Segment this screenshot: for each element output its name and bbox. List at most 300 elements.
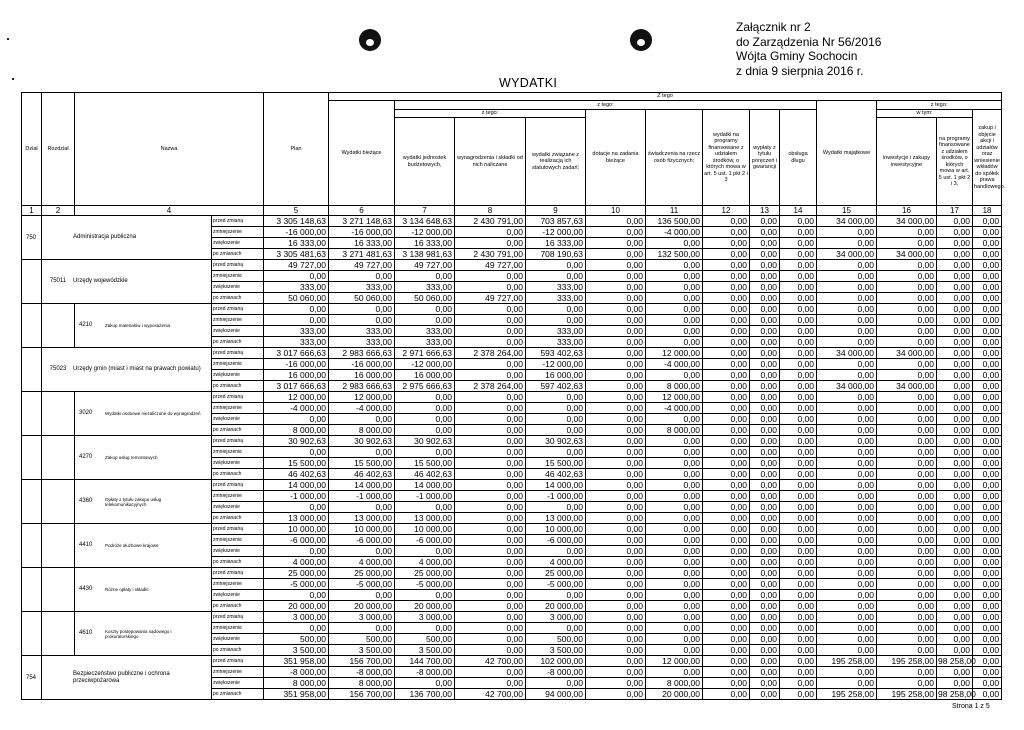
amount-cell: 0,00 bbox=[877, 546, 937, 557]
header-line-4: z dnia 9 sierpnia 2016 r. bbox=[736, 63, 864, 78]
amount-cell: 0,00 bbox=[455, 337, 526, 348]
amount-cell: 46 402,63 bbox=[329, 469, 395, 480]
amount-cell: 0,00 bbox=[750, 304, 780, 315]
amount-cell: 20 000,00 bbox=[526, 601, 586, 612]
amount-cell: 0,00 bbox=[877, 612, 937, 623]
amount-cell: 0,00 bbox=[703, 238, 750, 249]
amount-cell: 0,00 bbox=[586, 546, 646, 557]
amount-cell: 8 000,00 bbox=[646, 678, 703, 689]
amount-cell: 0,00 bbox=[877, 491, 937, 502]
change-type-label: przed zmianą bbox=[212, 656, 264, 667]
amount-cell: 0,00 bbox=[780, 491, 817, 502]
header-line-2: do Zarządzenia Nr 56/2016 bbox=[736, 34, 882, 49]
amount-cell: 0,00 bbox=[750, 546, 780, 557]
amount-cell: 0,00 bbox=[937, 469, 973, 480]
change-type-label: zmniejszenie bbox=[212, 667, 264, 678]
amount-cell: 0,00 bbox=[780, 271, 817, 282]
amount-cell: 0,00 bbox=[395, 590, 455, 601]
table-row bbox=[22, 304, 1002, 315]
amount-cell: 3 500,00 bbox=[264, 645, 329, 656]
amount-cell: 0,00 bbox=[750, 425, 780, 436]
amount-cell: 144 700,00 bbox=[395, 656, 455, 667]
change-type-label: po zmianach bbox=[212, 381, 264, 392]
amount-cell: 0,00 bbox=[646, 535, 703, 546]
amount-cell: 0,00 bbox=[817, 447, 877, 458]
amount-cell: 0,00 bbox=[817, 678, 877, 689]
table-row bbox=[22, 436, 1002, 447]
amount-cell: 0,00 bbox=[780, 612, 817, 623]
amount-cell: 0,00 bbox=[877, 579, 937, 590]
amount-cell: 132 500,00 bbox=[646, 249, 703, 260]
amount-cell: 0,00 bbox=[750, 623, 780, 634]
amount-cell: 0,00 bbox=[937, 337, 973, 348]
amount-cell: 0,00 bbox=[703, 293, 750, 304]
amount-cell: 0,00 bbox=[703, 414, 750, 425]
amount-cell: 0,00 bbox=[329, 546, 395, 557]
amount-cell: 0,00 bbox=[817, 326, 877, 337]
amount-cell: 25 000,00 bbox=[264, 568, 329, 579]
amount-cell: 0,00 bbox=[973, 645, 1002, 656]
column-number: 4 bbox=[75, 206, 264, 216]
amount-cell: 0,00 bbox=[750, 326, 780, 337]
amount-cell: 0,00 bbox=[973, 436, 1002, 447]
amount-cell: 333,00 bbox=[526, 282, 586, 293]
amount-cell: 98 258,00 bbox=[938, 689, 976, 699]
change-type-label: przed zmianą bbox=[212, 216, 264, 227]
amount-cell: 0,00 bbox=[586, 491, 646, 502]
amount-cell: 0,00 bbox=[703, 612, 750, 623]
amount-cell: 0,00 bbox=[526, 315, 586, 326]
amount-cell: 0,00 bbox=[703, 326, 750, 337]
amount-cell: 42 700,00 bbox=[455, 689, 526, 700]
amount-cell: 0,00 bbox=[455, 227, 526, 238]
amount-cell: 0,00 bbox=[329, 502, 395, 513]
column-number: 7 bbox=[395, 206, 455, 216]
change-type-label: po zmianach bbox=[212, 425, 264, 436]
amount-cell: 0,00 bbox=[455, 557, 526, 568]
amount-cell: 0,00 bbox=[646, 612, 703, 623]
amount-cell: -12 000,00 bbox=[526, 359, 586, 370]
amount-cell: 333,00 bbox=[329, 326, 395, 337]
amount-cell: 0,00 bbox=[526, 502, 586, 513]
amount-cell: 0,00 bbox=[750, 359, 780, 370]
amount-cell: 0,00 bbox=[703, 491, 750, 502]
table-row bbox=[22, 260, 1002, 271]
amount-cell: 0,00 bbox=[750, 678, 780, 689]
amount-cell: 0,00 bbox=[646, 491, 703, 502]
amount-cell: 0,00 bbox=[973, 623, 1002, 634]
amount-cell: 0,00 bbox=[817, 557, 877, 568]
amount-cell: 0,00 bbox=[877, 524, 937, 535]
paragraf-code: 3020 bbox=[79, 409, 93, 416]
amount-cell: 0,00 bbox=[877, 513, 937, 524]
amount-cell: -8 000,00 bbox=[526, 667, 586, 678]
amount-cell: -5 000,00 bbox=[526, 579, 586, 590]
amount-cell: 10 000,00 bbox=[526, 524, 586, 535]
amount-cell: 0,00 bbox=[586, 634, 646, 645]
paragraf-name: Różne opłaty i składki bbox=[105, 586, 149, 592]
amount-cell: 0,00 bbox=[877, 315, 937, 326]
amount-cell: 34 000,00 bbox=[817, 216, 877, 227]
amount-cell: 30 902,63 bbox=[526, 436, 586, 447]
amount-cell: 0,00 bbox=[703, 337, 750, 348]
amount-cell: 0,00 bbox=[817, 667, 877, 678]
amount-cell: 0,00 bbox=[973, 304, 1002, 315]
amount-cell: 0,00 bbox=[646, 326, 703, 337]
amount-cell: 0,00 bbox=[817, 579, 877, 590]
amount-cell: 0,00 bbox=[646, 458, 703, 469]
amount-cell: 0,00 bbox=[586, 579, 646, 590]
amount-cell: 0,00 bbox=[937, 425, 973, 436]
change-type-label: przed zmianą bbox=[212, 612, 264, 623]
amount-cell: 3 500,00 bbox=[395, 645, 455, 656]
amount-cell: 0,00 bbox=[937, 271, 973, 282]
dzial-code: 754 bbox=[22, 656, 42, 700]
amount-cell: 0,00 bbox=[329, 447, 395, 458]
amount-cell: 0,00 bbox=[586, 601, 646, 612]
scan-speck bbox=[7, 38, 9, 40]
amount-cell: 0,00 bbox=[455, 546, 526, 557]
dzial-code bbox=[22, 260, 42, 304]
amount-cell: 20 000,00 bbox=[329, 601, 395, 612]
amount-cell: 20 000,00 bbox=[264, 601, 329, 612]
amount-cell: 8 000,00 bbox=[264, 425, 329, 436]
change-type-label: zwiększenie bbox=[212, 238, 264, 249]
dzial-code bbox=[22, 480, 42, 524]
change-type-label: zmniejszenie bbox=[212, 447, 264, 458]
amount-cell: 2 378 264,00 bbox=[455, 348, 526, 359]
amount-cell: 333,00 bbox=[329, 282, 395, 293]
amount-cell: 333,00 bbox=[264, 337, 329, 348]
amount-cell: 0,00 bbox=[817, 590, 877, 601]
amount-cell: 0,00 bbox=[877, 337, 937, 348]
amount-cell: -8 000,00 bbox=[329, 667, 395, 678]
column-number: 6 bbox=[329, 206, 395, 216]
amount-cell: 0,00 bbox=[703, 546, 750, 557]
amount-cell: 0,00 bbox=[455, 678, 526, 689]
table-row bbox=[22, 568, 1002, 579]
amount-cell: -8 000,00 bbox=[264, 667, 329, 678]
amount-cell: 0,00 bbox=[780, 359, 817, 370]
amount-cell: 0,00 bbox=[937, 579, 973, 590]
amount-cell: 136 700,00 bbox=[395, 689, 455, 700]
amount-cell: 0,00 bbox=[526, 447, 586, 458]
amount-cell: 0,00 bbox=[750, 491, 780, 502]
amount-cell: 333,00 bbox=[329, 337, 395, 348]
item-name-cell bbox=[75, 480, 212, 524]
amount-cell: 0,00 bbox=[703, 425, 750, 436]
amount-cell: 0,00 bbox=[937, 678, 973, 689]
amount-cell: 0,00 bbox=[817, 458, 877, 469]
col-swiadczenia: świadczenia na rzecz osób fizycznych; bbox=[646, 110, 703, 206]
dzial-code bbox=[22, 348, 42, 392]
amount-cell: 0,00 bbox=[937, 392, 973, 403]
column-number: 15 bbox=[817, 206, 877, 216]
amount-cell: 0,00 bbox=[973, 601, 1002, 612]
col-poreczenia: wypłaty z tytułu poręczeń i gwarancji bbox=[750, 110, 780, 206]
amount-cell: 0,00 bbox=[646, 645, 703, 656]
amount-cell: 0,00 bbox=[264, 271, 329, 282]
amount-cell: 0,00 bbox=[329, 623, 395, 634]
amount-cell: 0,00 bbox=[586, 557, 646, 568]
amount-cell: 0,00 bbox=[455, 535, 526, 546]
amount-cell: 708 190,63 bbox=[526, 249, 586, 260]
amount-cell: 0,00 bbox=[877, 590, 937, 601]
amount-cell: 12 000,00 bbox=[264, 392, 329, 403]
amount-cell: 0,00 bbox=[937, 535, 973, 546]
amount-cell: 0,00 bbox=[703, 634, 750, 645]
amount-cell: 0,00 bbox=[750, 667, 780, 678]
amount-cell: 0,00 bbox=[817, 337, 877, 348]
amount-cell: 0,00 bbox=[750, 535, 780, 546]
amount-cell: 0,00 bbox=[703, 623, 750, 634]
amount-cell: 0,00 bbox=[937, 557, 973, 568]
amount-cell: 0,00 bbox=[973, 315, 1002, 326]
amount-cell: 0,00 bbox=[780, 590, 817, 601]
column-number: 2 bbox=[42, 206, 75, 216]
amount-cell: 0,00 bbox=[973, 524, 1002, 535]
amount-cell: 0,00 bbox=[526, 304, 586, 315]
amount-cell: 0,00 bbox=[937, 667, 973, 678]
column-number: 8 bbox=[455, 206, 526, 216]
amount-cell: 0,00 bbox=[395, 315, 455, 326]
amount-cell: 0,00 bbox=[646, 524, 703, 535]
amount-cell: 0,00 bbox=[780, 568, 817, 579]
amount-cell: 0,00 bbox=[586, 304, 646, 315]
amount-cell: 0,00 bbox=[329, 304, 395, 315]
column-number: 18 bbox=[973, 206, 1002, 216]
amount-cell: 0,00 bbox=[817, 645, 877, 656]
amount-cell: 0,00 bbox=[973, 447, 1002, 458]
paragraf-code: 4210 bbox=[79, 321, 93, 328]
amount-cell: 0,00 bbox=[750, 656, 780, 667]
amount-cell: 0,00 bbox=[586, 381, 646, 392]
amount-cell: -12 000,00 bbox=[395, 359, 455, 370]
change-type-label: zwiększenie bbox=[212, 502, 264, 513]
amount-cell: 0,00 bbox=[780, 403, 817, 414]
change-type-label: zmniejszenie bbox=[212, 535, 264, 546]
amount-cell: 0,00 bbox=[455, 458, 526, 469]
amount-cell: 8 000,00 bbox=[329, 425, 395, 436]
rozdzial-code bbox=[42, 524, 75, 568]
amount-cell: 0,00 bbox=[646, 469, 703, 480]
rozdzial-code bbox=[42, 612, 75, 656]
amount-cell: 0,00 bbox=[780, 216, 817, 227]
col-z-tego-majatkowe: z tego: bbox=[877, 101, 1002, 110]
amount-cell: 0,00 bbox=[780, 634, 817, 645]
amount-cell: 0,00 bbox=[973, 590, 1002, 601]
amount-cell: 0,00 bbox=[877, 260, 937, 271]
amount-cell: 8 000,00 bbox=[646, 425, 703, 436]
col-programy: wydatki na programy finansowane z udziałem środków, o których mowa w art. 5 ust. 1 pkt 2 i 3 bbox=[703, 110, 750, 206]
paragraf-name: Podróże służbowe krajowe bbox=[105, 542, 159, 548]
col-wynagrodzenia: wynagrodzenia i składki od nich naliczane bbox=[455, 118, 526, 206]
amount-cell: 597 402,63 bbox=[526, 381, 586, 392]
expenditure-table bbox=[21, 92, 1006, 700]
amount-cell: 0,00 bbox=[703, 436, 750, 447]
amount-cell: 0,00 bbox=[877, 535, 937, 546]
amount-cell: 0,00 bbox=[750, 568, 780, 579]
amount-cell: 3 305 481,63 bbox=[264, 249, 329, 260]
rozdzial-code: 75023 bbox=[49, 366, 67, 373]
amount-cell: 0,00 bbox=[395, 304, 455, 315]
change-type-label: przed zmianą bbox=[212, 436, 264, 447]
amount-cell: 0,00 bbox=[586, 612, 646, 623]
amount-cell: 0,00 bbox=[703, 458, 750, 469]
amount-cell: 0,00 bbox=[937, 623, 973, 634]
col-z-tego-biezace: z tego: bbox=[395, 101, 817, 110]
amount-cell: 0,00 bbox=[586, 458, 646, 469]
table-row bbox=[22, 524, 1002, 535]
amount-cell: 0,00 bbox=[973, 425, 1002, 436]
amount-cell: 0,00 bbox=[526, 678, 586, 689]
amount-cell: 0,00 bbox=[780, 260, 817, 271]
change-type-label: po zmianach bbox=[212, 337, 264, 348]
amount-cell: 0,00 bbox=[586, 359, 646, 370]
amount-cell: 0,00 bbox=[817, 568, 877, 579]
dzial-code bbox=[22, 612, 42, 656]
amount-cell: -1 000,00 bbox=[329, 491, 395, 502]
amount-cell: 0,00 bbox=[817, 623, 877, 634]
amount-cell: 10 000,00 bbox=[395, 524, 455, 535]
change-type-label: przed zmianą bbox=[212, 392, 264, 403]
amount-cell: 3 271 148,63 bbox=[329, 216, 395, 227]
change-type-label: przed zmianą bbox=[212, 304, 264, 315]
amount-cell: 13 000,00 bbox=[264, 513, 329, 524]
amount-cell: 0,00 bbox=[750, 392, 780, 403]
amount-cell: 333,00 bbox=[264, 326, 329, 337]
amount-cell: 0,00 bbox=[817, 293, 877, 304]
amount-cell: 0,00 bbox=[780, 293, 817, 304]
amount-cell: 34 000,00 bbox=[817, 249, 877, 260]
table-row bbox=[22, 612, 1002, 623]
amount-cell: 0,00 bbox=[586, 535, 646, 546]
amount-cell: 0,00 bbox=[526, 403, 586, 414]
amount-cell: 0,00 bbox=[703, 524, 750, 535]
amount-cell: 0,00 bbox=[877, 623, 937, 634]
amount-cell: 0,00 bbox=[973, 216, 1002, 227]
amount-cell: 49 727,00 bbox=[455, 293, 526, 304]
amount-cell: 0,00 bbox=[877, 667, 937, 678]
amount-cell: 8 000,00 bbox=[329, 678, 395, 689]
col-akcje: zakup i objęcie akcji i udziałów oraz wniesienie wkładów do spółek prawa handlowego. bbox=[973, 110, 1002, 206]
change-type-label: zmniejszenie bbox=[212, 315, 264, 326]
section-name: Bezpieczeństwo publiczne i ochrona przeciwpożarowa bbox=[73, 670, 170, 684]
amount-cell: 0,00 bbox=[395, 271, 455, 282]
amount-cell: 34 000,00 bbox=[877, 348, 937, 359]
amount-cell: 102 000,00 bbox=[526, 656, 586, 667]
amount-cell: 0,00 bbox=[329, 271, 395, 282]
amount-cell: -4 000,00 bbox=[264, 403, 329, 414]
amount-cell: 3 271 481,63 bbox=[329, 249, 395, 260]
amount-cell: 0,00 bbox=[817, 634, 877, 645]
change-type-label: przed zmianą bbox=[212, 348, 264, 359]
amount-cell: 0,00 bbox=[973, 414, 1002, 425]
paragraf-name: Opłaty z tytułu zakupu usług telekomunikacyjnych bbox=[105, 496, 162, 507]
change-type-label: zmniejszenie bbox=[212, 227, 264, 238]
amount-cell: 0,00 bbox=[877, 282, 937, 293]
amount-cell: 0,00 bbox=[750, 502, 780, 513]
amount-cell: 2 971 666,63 bbox=[395, 348, 455, 359]
change-type-label: zwiększenie bbox=[212, 590, 264, 601]
amount-cell: -6 000,00 bbox=[526, 535, 586, 546]
amount-cell: 49 727,00 bbox=[395, 260, 455, 271]
punch-hole-right bbox=[630, 29, 652, 51]
amount-cell: 0,00 bbox=[780, 392, 817, 403]
change-type-label: zwiększenie bbox=[212, 326, 264, 337]
change-type-label: zmniejszenie bbox=[212, 579, 264, 590]
amount-cell: 0,00 bbox=[750, 216, 780, 227]
amount-cell: 0,00 bbox=[817, 414, 877, 425]
amount-cell: 703 857,63 bbox=[526, 216, 586, 227]
amount-cell: 0,00 bbox=[455, 271, 526, 282]
scan-speck bbox=[12, 78, 14, 80]
amount-cell: 0,00 bbox=[750, 557, 780, 568]
amount-cell: 30 902,63 bbox=[395, 436, 455, 447]
amount-cell: 0,00 bbox=[264, 546, 329, 557]
change-type-label: po zmianach bbox=[212, 601, 264, 612]
amount-cell: 46 402,63 bbox=[526, 469, 586, 480]
amount-cell: 0,00 bbox=[817, 535, 877, 546]
amount-cell: 0,00 bbox=[455, 623, 526, 634]
amount-cell: 16 333,00 bbox=[526, 238, 586, 249]
amount-cell: 0,00 bbox=[780, 557, 817, 568]
amount-cell: 0,00 bbox=[937, 414, 973, 425]
amount-cell: 0,00 bbox=[750, 315, 780, 326]
amount-cell: 0,00 bbox=[817, 502, 877, 513]
amount-cell: 0,00 bbox=[973, 469, 1002, 480]
column-number: 10 bbox=[586, 206, 646, 216]
amount-cell: 0,00 bbox=[750, 381, 780, 392]
amount-cell: 34 000,00 bbox=[877, 381, 937, 392]
amount-cell: 0,00 bbox=[817, 601, 877, 612]
amount-cell: 0,00 bbox=[750, 590, 780, 601]
amount-cell: 0,00 bbox=[703, 689, 750, 700]
amount-cell: 0,00 bbox=[817, 546, 877, 557]
amount-cell: 0,00 bbox=[973, 689, 1002, 700]
amount-cell: 0,00 bbox=[750, 689, 780, 700]
amount-cell: 49 727,00 bbox=[329, 260, 395, 271]
amount-cell: 0,00 bbox=[455, 634, 526, 645]
amount-cell: 0,00 bbox=[646, 623, 703, 634]
amount-cell: 0,00 bbox=[264, 502, 329, 513]
rozdzial-code bbox=[42, 480, 75, 524]
header-line-1: Załącznik nr 2 bbox=[736, 20, 811, 34]
amount-cell: -6 000,00 bbox=[395, 535, 455, 546]
rozdzial-code bbox=[42, 304, 75, 348]
amount-cell: 25 000,00 bbox=[395, 568, 455, 579]
amount-cell: 0,00 bbox=[780, 227, 817, 238]
amount-cell: 0,00 bbox=[646, 480, 703, 491]
col-z-tego: Z tego bbox=[329, 93, 1002, 101]
amount-cell: 0,00 bbox=[937, 491, 973, 502]
column-number: 14 bbox=[780, 206, 817, 216]
amount-cell: 333,00 bbox=[395, 282, 455, 293]
amount-cell: 0,00 bbox=[973, 326, 1002, 337]
amount-cell: 0,00 bbox=[586, 216, 646, 227]
amount-cell: 34 000,00 bbox=[877, 216, 937, 227]
amount-cell: 42 700,00 bbox=[455, 656, 526, 667]
amount-cell: 0,00 bbox=[937, 458, 973, 469]
amount-cell: 0,00 bbox=[780, 425, 817, 436]
amount-cell: 0,00 bbox=[817, 491, 877, 502]
amount-cell: 0,00 bbox=[586, 282, 646, 293]
section-name-cell bbox=[42, 216, 212, 260]
amount-cell: -4 000,00 bbox=[646, 359, 703, 370]
amount-cell: 0,00 bbox=[455, 524, 526, 535]
amount-cell: 12 000,00 bbox=[646, 348, 703, 359]
amount-cell: 0,00 bbox=[586, 689, 646, 700]
